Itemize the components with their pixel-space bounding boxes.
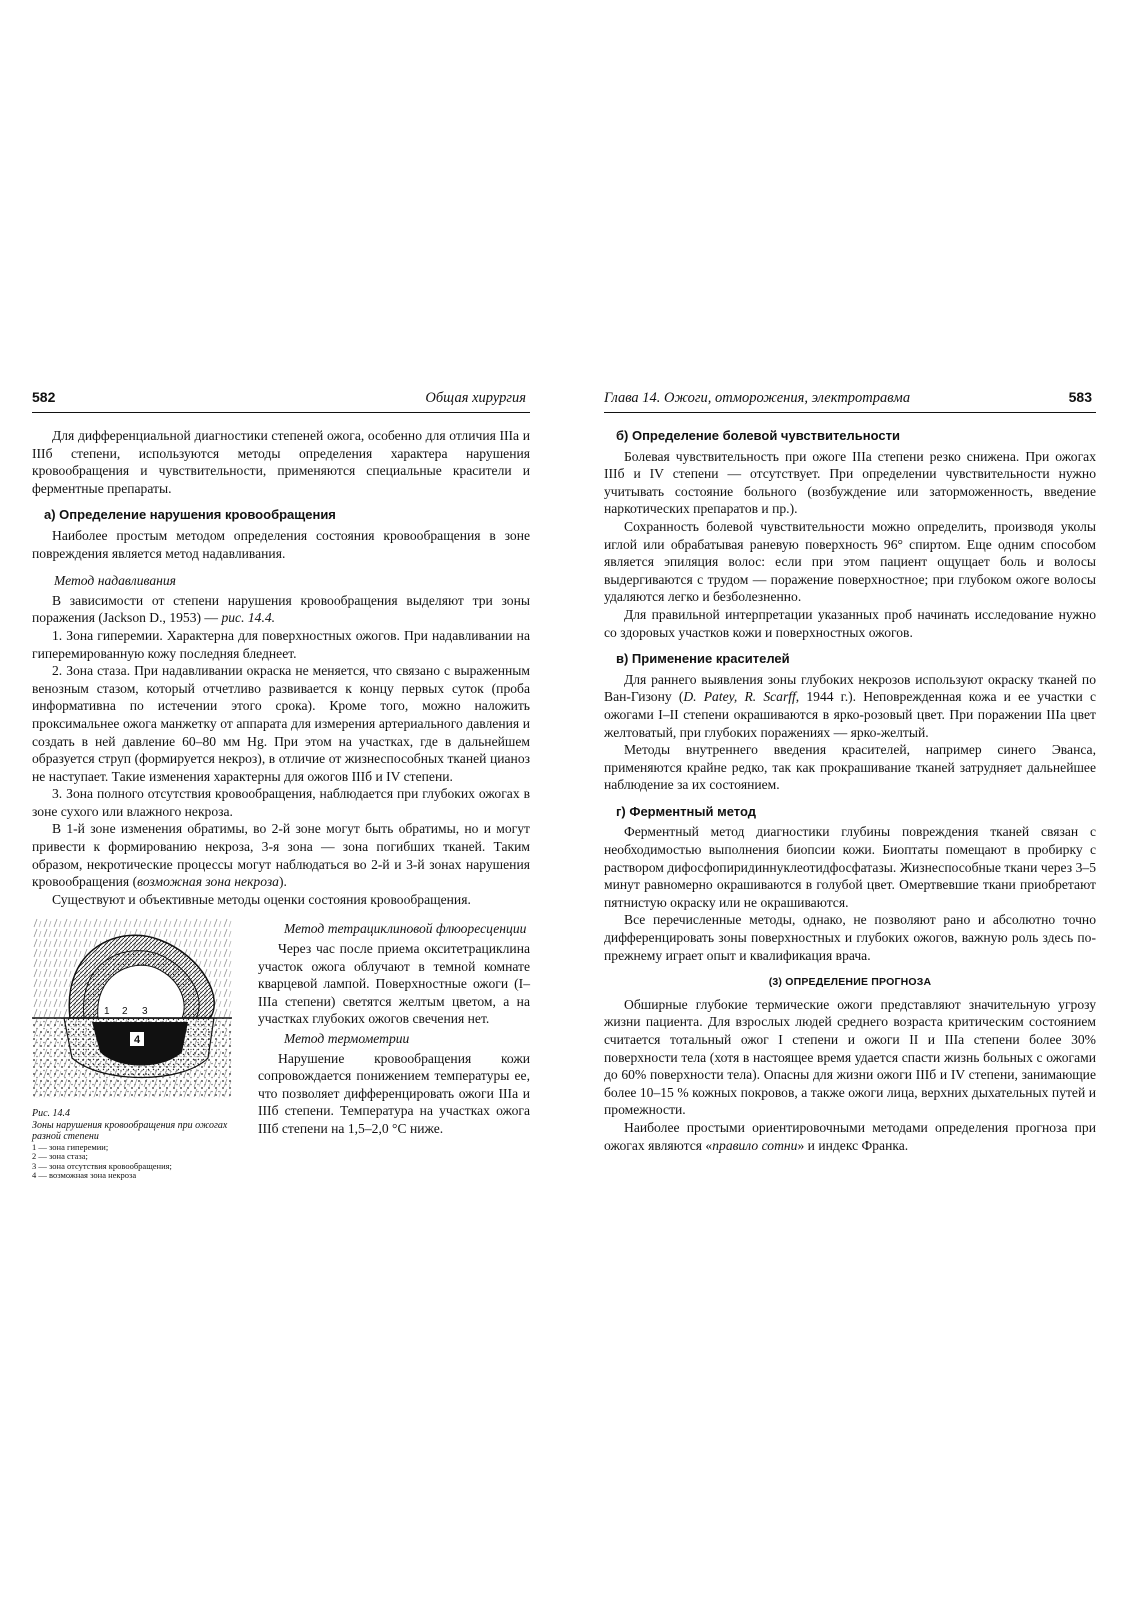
pressure-paragraph: [32, 592, 530, 627]
left-page-body: [32, 427, 530, 1181]
c-text-start: Для раннего выявления зоны глубоких некрозов используют окраску тканей по Ван-Гизону (: [604, 671, 1096, 705]
zone1-paragraph: 1. Зона гиперемии. Характерна для поверхностных ожогов. При надавливании на гиперемированную кожу последняя бледнеет.: [32, 627, 530, 661]
prognosis-heading: (3) ОПРЕДЕЛЕНИЕ ПРОГНОЗА: [768, 976, 932, 989]
page-number: 582: [32, 389, 56, 405]
figure-caption: [32, 1108, 232, 1181]
zone-mark-3: 3: [142, 1006, 148, 1018]
zone-mark-1: 1: [104, 1006, 110, 1018]
legend-item: 4 — возможная зона некроза: [32, 1170, 137, 1181]
left-page-header: [32, 388, 530, 413]
section-a-paragraph: Наиболее простым методом определения состояния кровообращения в зоне повреждения является метод надавливания.: [32, 527, 530, 561]
section-d-heading: г) Ферментный метод: [616, 803, 756, 819]
thermometry-heading: Метод термометрии: [284, 1031, 410, 1046]
reversibility-text: В 1-й зоне изменения обратимы, во 2-й зоне могут быть обратимы, но и могут привести к формированию некроза, 3-я зона — зона погибших тканей. Таким образом, некротические процессы могут наблюдаться во 2-й и 3-й зонах нарушения кровообращения (: [32, 821, 530, 890]
figure-row: [32, 918, 530, 1181]
running-title: Глава 14. Ожоги, отморожения, электротравма: [604, 390, 911, 406]
pressure-method-heading: Метод надавливания: [54, 573, 176, 589]
left-page: [32, 388, 530, 1208]
rule-of-hundred-em: правило сотни: [712, 1137, 798, 1153]
thermometry-paragraph: Нарушение кровообращения кожи сопровождается понижением температуры ее, что позволяет дифференцировать ожоги IIIа и IIIб степени. Температура на участках ожога IIIб степени на 1,5–2,0 °С ниже.: [258, 1050, 530, 1136]
intro-paragraph: Для дифференциальной диагностики степеней ожога, особенно для отличия IIIа и IIIб степени, используются методы определения характера нарушения кровообращения и чувствительности, применяются специальные красители и ферментные препараты.: [32, 428, 530, 496]
legend-item: 1 — зона гиперемии;: [32, 1141, 109, 1152]
c-paragraph-2: Методы внутреннего введения красителей, например синего Эванса, применяются крайне редко, так как прокрашивание тканей затрудняет дальнейшее наблюдение за их состоянием.: [604, 742, 1096, 793]
figure-title: Зоны нарушения кровообращения при ожогах разной степени: [32, 1119, 228, 1143]
tetracycline-paragraph: Через час после приема окситетрациклина участок ожога облучают в темной комнате кварцевой лампой. Поверхностные ожоги (I–IIIа степени) светятся желтым цветом, а на участках глубоких ожогов свечения нет.: [258, 941, 530, 1027]
prognosis-paragraph-1: Обширные глубокие термические ожоги представляют значительную угрозу жизни пациента. Для взрослых людей среднего возраста критическим состоянием считается тотальный ожог I степени и ожоги II и IIIа степени более 30% поверхности тела (хотя в настоящее время удается спасти жизнь больных с ожогами до 60% поверхности тела). Опасны для жизни ожоги IIIб и IV степени, занимающие более 10–15 % кожных покровов, а также ожоги лица, верхних дыхательных путей и промежности.: [604, 996, 1096, 1118]
right-page-header: [604, 388, 1096, 413]
d-paragraph-1: Ферментный метод диагностики глубины повреждения тканей связан с необходимостью выполнения биопсии кожи. Биоптаты помещают в пробирку с раствором дифосфопиридиннуклеотидфосфатазы. Жизнеспособные ткани через 3–5 минут равномерно окрашиваются в голубой цвет. Омертвевшие ткани приобретают пятнистую окраску или не окрашиваются.: [604, 824, 1096, 910]
c-text-end: , 1944 г.). Неповрежденная кожа и ее участки с ожогами I–II степени окрашиваются в ярко-розовый цвет. При поражении IIIа цвет желтоватый, при глубоких поражениях — ярко-желтый.: [604, 689, 1096, 740]
b-paragraph-3: Для правильной интерпретации указанных проб начинать исследование нужно со здоровых участков кожи и поверхностных ожогов.: [604, 606, 1096, 640]
c-paragraph-1: [604, 671, 1096, 741]
pressure-text: В зависимости от степени нарушения кровообращения выделяют три зоны поражения (Jackson D., 1953) —: [32, 592, 530, 626]
necrosis-zone-em: возможная зона некроза: [137, 874, 279, 890]
reversibility-paragraph: [32, 820, 530, 890]
figure-14-4: [32, 918, 232, 1181]
zone-mark-2: 2: [122, 1006, 128, 1018]
b-paragraph-1: Болевая чувствительность при ожоге IIIа степени резко снижена. При ожогах IIIб и IV степени — отсутствует. При определении чувствительности нужно учитывать состояние больного (возбуждение или заторможенность, введение наркотических препаратов и пр.).: [604, 448, 1096, 517]
d-paragraph-2: Все перечисленные методы, однако, не позволяют рано и абсолютно точно дифференцировать зоны поверхностных и глубоких ожогов, важную роль здесь по-прежнему играет опыт и квалификация врача.: [604, 912, 1096, 963]
objective-paragraph: Существуют и объективные методы оценки состояния кровообращения.: [52, 891, 471, 907]
legend-item: 3 — зона отсутствия кровообращения;: [32, 1160, 172, 1171]
zone-mark-4: 4: [133, 1034, 141, 1047]
prognosis-paragraph-2: [604, 1119, 1096, 1154]
burn-zones-illustration: [32, 918, 232, 1098]
right-page-body: [604, 427, 1096, 1154]
figure-side-text: [232, 918, 530, 1181]
prognosis-text-start: Наиболее простыми ориентировочными методами определения прогноза при ожогах являются «: [604, 1119, 1096, 1153]
figure-label: Рис. 14.4: [32, 1108, 71, 1120]
b-paragraph-2: Сохранность болевой чувствительности можно определить, производя уколы иглой или обрабатывая раневую поверхность 96° спиртом. Еще одним способом является эпиляция волос: если при этом пациент ощущает боль и волосы выдергиваются с трудом — поражение поверхностное; при глубоком ожоге волосы удаляются легко и безболезненно.: [604, 518, 1096, 605]
tetracycline-heading: Метод тетрациклиновой флюоресценции: [284, 921, 527, 937]
zone3-paragraph: 3. Зона полного отсутствия кровообращения, наблюдается при глубоких ожогах в зоне сухого или влажного некроза.: [32, 786, 530, 819]
right-page: [604, 388, 1096, 1208]
page-number: 583: [1068, 389, 1092, 405]
running-title: Общая хирургия: [425, 390, 526, 406]
zone2-paragraph: 2. Зона стаза. При надавливании окраска не меняется, что связано с выраженным венозным стазом, который отчетливо развивается к концу первых суток (проба информативна по истечении этого срока). Кроме того, можно наложить проксимальнее ожога манжетку от аппарата для измерения артериального давления и создать в ней давление 60–80 мм Hg. При этом на участках, где в дальнейшем образуется струп (формируется некроз), в отличие от жизнеспособных тканей цианоз не наступает. Такие изменения характерны для ожогов IIIб и IV степени.: [32, 663, 530, 784]
section-b-heading: б) Определение болевой чувствительности: [616, 428, 901, 443]
c-authors: D. Patey, R. Scarff: [683, 689, 796, 705]
prognosis-text-end: » и индекс Франка.: [797, 1137, 909, 1153]
section-c-heading: в) Применение красителей: [616, 651, 790, 667]
figure-reference: рис. 14.4.: [221, 610, 276, 626]
section-a-heading: а) Определение нарушения кровообращения: [44, 507, 336, 523]
reversibility-end: ).: [278, 874, 287, 890]
legend-item: 2 — зона стаза;: [32, 1151, 88, 1162]
